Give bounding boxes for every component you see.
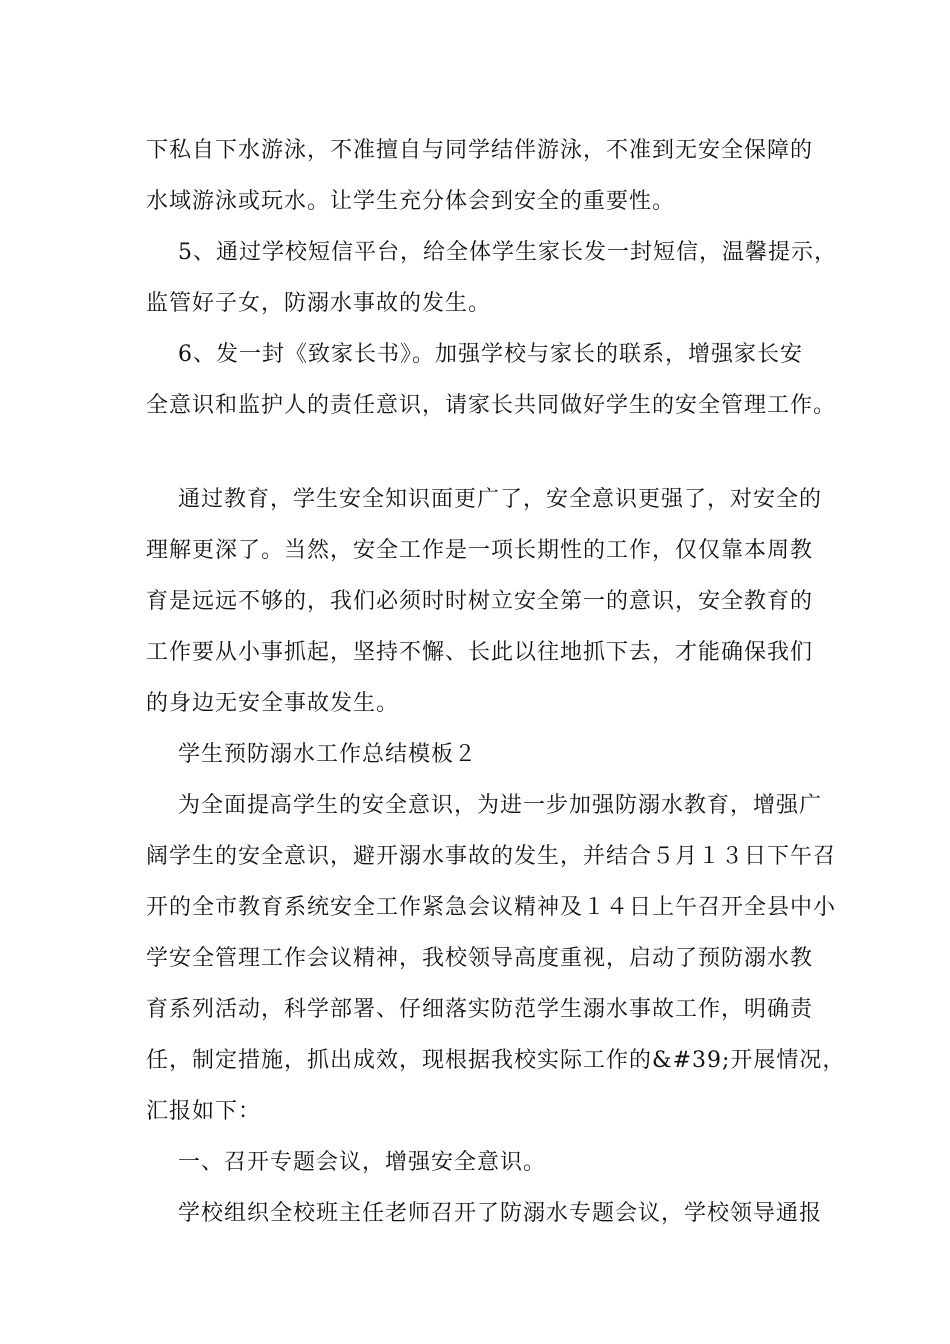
text-line: 任，制定措施，抓出成效，现根据我校实际工作的&#39;开展情况， xyxy=(146,1048,846,1073)
text-line: 6、发一封《致家长书》。加强学校与家长的联系，增强家长安 xyxy=(178,342,803,367)
text-line: 学安全管理工作会议精神，我校领导高度重视，启动了预防溺水教 xyxy=(146,946,814,971)
text-line: 开的全市教育系统安全工作紧急会议精神及１４日上午召开全县中小 xyxy=(146,895,837,920)
text-line: 学校组织全校班主任老师召开了防溺水专题会议，学校领导通报 xyxy=(178,1201,823,1226)
text-line: 育系列活动，科学部署、仔细落实防范学生溺水事故工作，明确责 xyxy=(146,997,814,1022)
text-line: 理解更深了。当然，安全工作是一项长期性的工作，仅仅靠本周教 xyxy=(146,538,814,563)
section-heading: 学生预防溺水工作总结模板２ xyxy=(178,742,478,767)
text-line: 5、通过学校短信平台，给全体学生家长发一封短信，温馨提示， xyxy=(178,240,837,265)
text-line: 为全面提高学生的安全意识，为进一步加强防溺水教育，增强广 xyxy=(178,793,823,818)
text-line: 水域游泳或玩水。让学生充分体会到安全的重要性。 xyxy=(146,189,676,214)
text-line: 的身边无安全事故发生。 xyxy=(146,691,400,716)
text-line: 下私自下水游泳，不准擅自与同学结伴游泳，不准到无安全保障的 xyxy=(146,138,814,163)
text-line: 监管好子女，防溺水事故的发生。 xyxy=(146,291,492,316)
text-line: 工作要从小事抓起，坚持不懈、长此以往地抓下去，才能确保我们 xyxy=(146,640,814,665)
text-line: 通过教育，学生安全知识面更广了，安全意识更强了，对安全的 xyxy=(178,487,823,512)
text-line: 育是远远不够的，我们必须时时树立安全第一的意识，安全教育的 xyxy=(146,589,814,614)
text-line: 阔学生的安全意识，避开溺水事故的发生，并结合５月１３日下午召 xyxy=(146,844,837,869)
text-line: 汇报如下： xyxy=(146,1099,262,1124)
subsection-heading: 一、召开专题会议，增强安全意识。 xyxy=(178,1150,547,1175)
text-line: 全意识和监护人的责任意识，请家长共同做好学生的安全管理工作。 xyxy=(146,393,837,418)
